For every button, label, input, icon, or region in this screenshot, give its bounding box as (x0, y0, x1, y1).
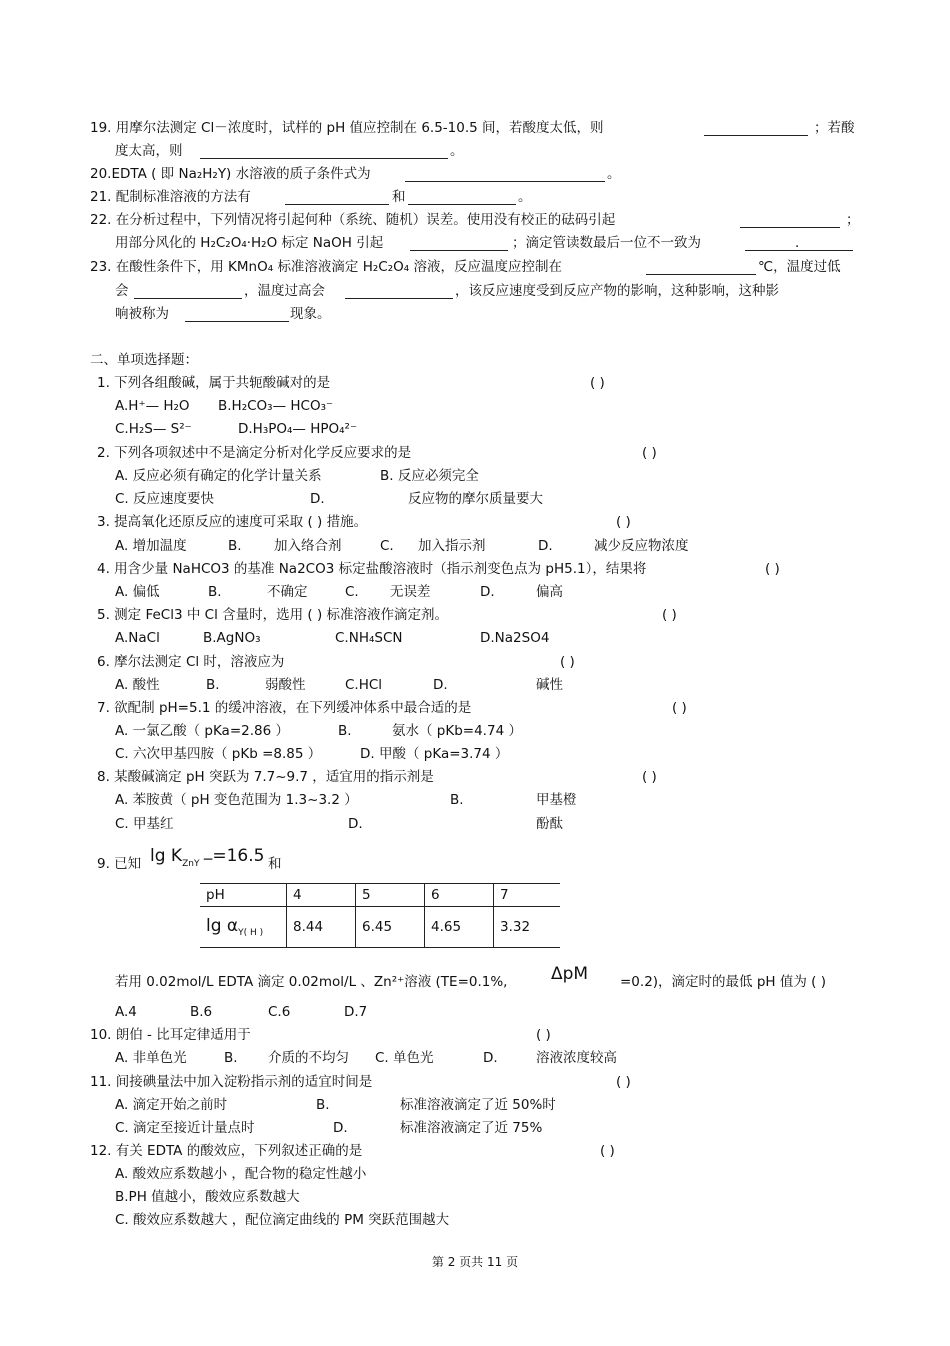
q8-option-d[interactable]: D. (348, 816, 363, 832)
q11-answer[interactable]: ( ) (616, 1074, 631, 1090)
q9-table-row (200, 907, 560, 948)
q11-option-b[interactable]: B. (316, 1097, 330, 1113)
q9-text-2[interactable]: =0.2)，滴定时的最低 pH 值为 ( ) (620, 974, 826, 990)
q6-option-b[interactable]: B. (206, 677, 220, 693)
q9-th: 5 (356, 884, 425, 907)
q21-text-b: 和 (392, 189, 406, 205)
q4-option-d[interactable]: D. (480, 584, 495, 600)
q4-option-b-text: 不确定 (267, 584, 308, 600)
q9-td: 6.45 (356, 907, 425, 948)
q22-text-c: 用部分风化的 H₂C₂O₄·H₂O 标定 NaOH 引起 (115, 235, 384, 251)
q12-option-b[interactable]: B.PH 值越小，酸效应系数越大 (115, 1189, 300, 1205)
q4-option-c-text: 无误差 (390, 584, 431, 600)
q4-option-c[interactable]: C. (345, 584, 359, 600)
q20-text-b: 。 (607, 166, 621, 182)
q9-th: 7 (494, 884, 561, 907)
q21-blank-2[interactable] (408, 190, 516, 205)
q6-stem: 6. 摩尔法测定 Cl 时，溶液应为 (97, 654, 285, 670)
q23-text-f: 响被称为 (115, 306, 169, 322)
q9-option-d[interactable]: D.7 (344, 1004, 368, 1020)
q9-row-label: $\lg \alpha_{Y( H )}$ (200, 907, 287, 948)
q9-td: 3.32 (494, 907, 561, 948)
q9-dpm: ΔpM (551, 964, 589, 984)
q9-option-a[interactable]: A.4 (115, 1004, 137, 1020)
q8-option-d-text: 酚酞 (536, 816, 563, 832)
q4-option-d-text: 偏高 (536, 584, 563, 600)
q6-answer[interactable]: ( ) (560, 654, 575, 670)
q19-text-c: 度太高，则 (115, 143, 183, 159)
q3-option-b[interactable]: B. (228, 538, 242, 554)
q3-answer[interactable]: ( ) (616, 514, 631, 530)
q23-text-e: ，该反应速度受到反应产物的影响，这种影响，这种影 (455, 283, 779, 299)
q5-option-b[interactable]: B.AgNO₃ (203, 630, 261, 646)
q12-answer[interactable]: ( ) (600, 1143, 615, 1159)
q9-formula: $\lg K_{ZnY}$ ─=16.5 (150, 846, 265, 869)
q20-text: 20.EDTA ( 即 Na₂H₂Y) 水溶液的质子条件式为 (90, 166, 371, 182)
q23-blank-4[interactable] (185, 307, 289, 322)
q10-option-d[interactable]: D. (483, 1050, 498, 1066)
q2-option-c[interactable]: C. 反应速度要快 (115, 491, 215, 507)
q5-option-c[interactable]: C.NH₄SCN (335, 630, 403, 646)
q7-option-b-text: 氨水（ pKb=4.74 ） (392, 723, 522, 739)
q3-option-c[interactable]: C. (380, 538, 394, 554)
q7-option-a[interactable]: A. 一氯乙酸（ pKa=2.86 ） (115, 723, 289, 739)
q1-answer[interactable]: ( ) (590, 375, 605, 391)
q20-blank[interactable] (405, 167, 605, 182)
q5-answer[interactable]: ( ) (662, 607, 677, 623)
q2-option-d[interactable]: D. (310, 491, 325, 507)
q3-option-d[interactable]: D. (538, 538, 553, 554)
q9-th: 6 (425, 884, 494, 907)
q3-option-c-text: 加入指示剂 (418, 538, 486, 554)
q2-option-a[interactable]: A. 反应必须有确定的化学计量关系 (115, 468, 322, 484)
q8-option-b-text: 甲基橙 (536, 792, 577, 808)
q9-table (200, 883, 560, 948)
q9-td: 8.44 (287, 907, 356, 948)
q23-blank-1[interactable] (646, 260, 756, 275)
q23-text-g: 现象。 (290, 306, 331, 322)
q3-stem: 3. 提高氧化还原反应的速度可采取 ( ) 措施。 (97, 514, 368, 530)
q19-blank-2[interactable] (200, 144, 448, 159)
q8-answer[interactable]: ( ) (642, 769, 657, 785)
q3-option-d-text: 减少反应物浓度 (594, 538, 689, 554)
q9-td: 4.65 (425, 907, 494, 948)
q2-option-d-text: 反应物的摩尔质量要大 (408, 491, 543, 507)
q1-stem: 1. 下列各组酸碱，属于共轭酸碱对的是 (97, 375, 331, 391)
q7-answer[interactable]: ( ) (672, 700, 687, 716)
q9-th-ph: pH (200, 884, 287, 907)
q6-option-d[interactable]: D. (433, 677, 448, 693)
q11-option-c[interactable]: C. 滴定至接近计量点时 (115, 1120, 255, 1136)
q23-blank-3[interactable] (345, 284, 453, 299)
q2-stem: 2. 下列各项叙述中不是滴定分析对化学反应要求的是 (97, 445, 412, 461)
q3-option-a[interactable]: A. 增加温度 (115, 538, 187, 554)
q22-text-d: ；滴定管读数最后一位不一致为 (512, 235, 701, 251)
q22-text-b: ； (846, 212, 860, 228)
q9-option-b[interactable]: B.6 (190, 1004, 213, 1020)
q11-stem: 11. 间接碘量法中加入淀粉指示剂的适宜时间是 (90, 1074, 373, 1090)
q19-blank-1[interactable] (704, 121, 808, 136)
q11-option-b-text: 标准溶液滴定了近 50%时 (400, 1097, 556, 1113)
section-title: 二、单项选择题： (90, 352, 198, 368)
q1-option-a[interactable]: A.H⁺— H₂O (115, 398, 190, 414)
q9-text-1: 若用 0.02mol/L EDTA 滴定 0.02mol/L 、Zn²⁺溶液 (TE=0.1%, (115, 974, 508, 990)
q19-text: 19. 用摩尔法测定 Cl－浓度时，试样的 pH 值应控制在 6.5-10.5 间，若酸度太低，则 (90, 120, 604, 136)
q19-text-d: 。 (450, 143, 464, 159)
q22-blank-1[interactable] (740, 213, 840, 228)
q10-option-b-text: 介质的不均匀 (268, 1050, 349, 1066)
q23-text: 23. 在酸性条件下，用 KMnO₄ 标准溶液滴定 H₂C₂O₄ 溶液，反应温度应控制在 (90, 259, 562, 275)
q2-option-b[interactable]: B. 反应必须完全 (380, 468, 479, 484)
q8-option-a[interactable]: A. 苯胺黄（ pH 变色范围为 1.3~3.2 ） (115, 792, 358, 808)
q22-text-e: . (795, 235, 800, 251)
q5-option-d[interactable]: D.Na2SO4 (480, 630, 550, 646)
q8-option-b[interactable]: B. (450, 792, 464, 808)
q1-option-b[interactable]: B.H₂CO₃— HCO₃⁻ (218, 398, 334, 414)
q2-answer[interactable]: ( ) (642, 445, 657, 461)
q6-option-d-text: 碱性 (536, 677, 563, 693)
q3-option-b-text: 加入络合剂 (274, 538, 342, 554)
q12-option-c[interactable]: C. 酸效应系数越大 ，配位滴定曲线的 PM 突跃范围越大 (115, 1212, 450, 1228)
q6-option-a[interactable]: A. 酸性 (115, 677, 160, 693)
q4-stem: 4. 用含少量 NaHCO3 的基准 Na2CO3 标定盐酸溶液时（指示剂变色点为 pH5.1），结果将 (97, 561, 647, 577)
q6-option-b-text: 弱酸性 (265, 677, 306, 693)
q10-answer[interactable]: ( ) (536, 1027, 551, 1043)
q4-option-a[interactable]: A. 偏低 (115, 584, 160, 600)
q10-option-b[interactable]: B. (224, 1050, 238, 1066)
q11-option-d[interactable]: D. (333, 1120, 348, 1136)
q5-stem: 5. 测定 FeCl3 中 Cl 含量时，选用 ( ) 标准溶液作滴定剂。 (97, 607, 449, 623)
q11-option-d-text: 标准溶液滴定了近 75% (400, 1120, 543, 1136)
q7-option-c[interactable]: C. 六次甲基四胺（ pKb =8.85 ） (115, 746, 322, 762)
q4-answer[interactable]: ( ) (765, 561, 780, 577)
q11-option-a[interactable]: A. 滴定开始之前时 (115, 1097, 228, 1113)
q6-option-c[interactable]: C.HCl (345, 677, 383, 693)
q9-th: 4 (287, 884, 356, 907)
q7-option-d[interactable]: D. 甲酸（ pKa=3.74 ） (360, 746, 509, 762)
q19-line1 (90, 119, 604, 137)
q9-prefix: 9. 已知 (97, 856, 142, 872)
q21-text: 21. 配制标准溶液的方法有 (90, 189, 251, 205)
q8-stem: 8. 某酸碱滴定 pH 突跃为 7.7~9.7 ，适宜用的指示剂是 (97, 769, 434, 785)
q10-option-a[interactable]: A. 非单色光 (115, 1050, 187, 1066)
q22-blank-2[interactable] (410, 236, 508, 251)
q23-text-d: ，温度过高会 (244, 283, 325, 299)
q4-option-b[interactable]: B. (208, 584, 222, 600)
q23-text-b: ℃，温度过低 (758, 259, 841, 275)
q8-option-c[interactable]: C. 甲基红 (115, 816, 174, 832)
q1-option-c[interactable]: C.H₂S— S²⁻ (115, 421, 192, 437)
q10-option-d-text: 溶液浓度较高 (536, 1050, 617, 1066)
q7-option-b[interactable]: B. (338, 723, 352, 739)
q9-option-c[interactable]: C.6 (268, 1004, 291, 1020)
q9-and: 和 (268, 856, 282, 872)
q19-text-b: ；若酸 (814, 120, 855, 136)
q10-stem: 10. 朗伯 - 比耳定律适用于 (90, 1027, 251, 1043)
q22-text: 22. 在分析过程中，下列情况将引起何种（系统、随机）误差。使用没有校正的砝码引起 (90, 212, 616, 228)
q21-blank-1[interactable] (285, 190, 389, 205)
q12-option-a[interactable]: A. 酸效应系数越小 ，配合物的稳定性越小 (115, 1166, 367, 1182)
q7-stem: 7. 欲配制 pH=5.1 的缓冲溶液，在下列缓冲体系中最合适的是 (97, 700, 472, 716)
page-footer: 第 2 页共 11 页 (431, 1255, 519, 1269)
q23-text-c: 会 (115, 283, 129, 299)
q9-table-header (200, 884, 560, 907)
q21-text-c: 。 (518, 189, 532, 205)
q1-option-d[interactable]: D.H₃PO₄— HPO₄²⁻ (238, 421, 358, 437)
q5-option-a[interactable]: A.NaCl (115, 630, 160, 646)
q12-stem: 12. 有关 EDTA 的酸效应，下列叙述正确的是 (90, 1143, 363, 1159)
q10-option-c[interactable]: C. 单色光 (375, 1050, 434, 1066)
q23-blank-2[interactable] (134, 284, 242, 299)
